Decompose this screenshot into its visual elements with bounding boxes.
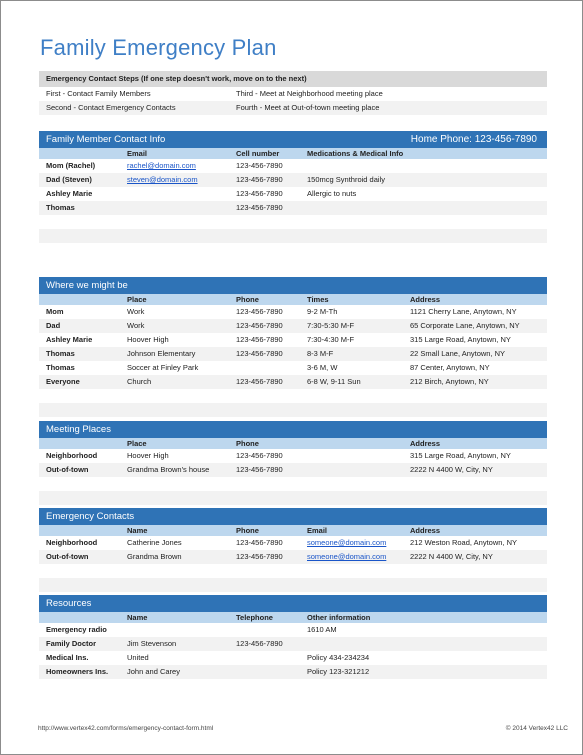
step-item: Third - Meet at Neighborhood meeting place: [236, 89, 383, 98]
meeting-rows: [39, 449, 547, 505]
table-cell: 7:30-5:30 M-F: [307, 321, 355, 330]
table-cell: 123-456-7890: [236, 639, 283, 648]
table-cell: Grandma Brown: [127, 552, 182, 561]
table-cell: 6-8 W, 9-11 Sun: [307, 377, 361, 386]
table-row: [39, 651, 547, 665]
row-label: Mom: [46, 307, 64, 316]
table-row: [39, 201, 547, 215]
column-header: Address: [410, 295, 441, 304]
section-title: [39, 421, 547, 438]
table-row: [39, 347, 547, 361]
table-cell: Policy 123-321212: [307, 667, 370, 676]
table-cell: Policy 434-234234: [307, 653, 370, 662]
column-headers: [39, 148, 547, 159]
table-cell: Grandma Brown's house: [127, 465, 210, 474]
table-cell: 123-456-7890: [236, 175, 283, 184]
table-cell: 3-6 M, W: [307, 363, 338, 372]
column-headers: [39, 294, 547, 305]
row-label: Mom (Rachel): [46, 161, 96, 170]
table-row: [39, 536, 547, 550]
row-label: Out-of-town: [46, 465, 89, 474]
row-label: Medical Ins.: [46, 653, 89, 662]
column-header: Phone: [236, 526, 259, 535]
table-cell: Johnson Elementary: [127, 349, 196, 358]
table-row: [39, 463, 547, 477]
page-title: Family Emergency Plan: [40, 35, 277, 60]
table-row: [39, 187, 547, 201]
table-row: [39, 305, 547, 319]
table-cell: 8-3 M-F: [307, 349, 334, 358]
row-label: Dad: [46, 321, 61, 330]
emergency-rows: [39, 536, 547, 592]
row-label: Homeowners Ins.: [46, 667, 109, 676]
resources-section: [39, 595, 547, 693]
table-row: [39, 403, 547, 417]
column-header: Medications & Medical Info: [307, 149, 404, 158]
row-label: Neighborhood: [46, 538, 98, 547]
step-item: First - Contact Family Members: [46, 89, 151, 98]
column-header: Cell number: [236, 149, 280, 158]
column-headers: [39, 525, 547, 536]
section-title-text: Meeting Places: [46, 424, 111, 435]
table-cell: 123-456-7890: [236, 538, 283, 547]
table-cell: 123-456-7890: [236, 451, 283, 460]
table-cell: 2222 N 4400 W, City, NY: [410, 552, 493, 561]
table-cell: 123-456-7890: [236, 552, 283, 561]
email-link[interactable]: steven@domain.com: [127, 175, 198, 184]
table-row: [39, 173, 547, 187]
family-rows: [39, 159, 547, 257]
row-label: Ashley Marie: [46, 189, 93, 198]
table-cell: 9-2 M-Th: [307, 307, 338, 316]
table-row: [39, 623, 547, 637]
table-cell: 1121 Cherry Lane, Anytown, NY: [410, 307, 517, 316]
table-cell: 1610 AM: [307, 625, 337, 634]
table-cell: 150mcg Synthroid daily: [307, 175, 385, 184]
table-cell: Church: [127, 377, 152, 386]
family-section: [39, 131, 547, 257]
row-label: Thomas: [46, 349, 75, 358]
column-header: Email: [307, 526, 328, 535]
table-cell: John and Carey: [127, 667, 180, 676]
column-header: Name: [127, 526, 148, 535]
table-cell: 123-456-7890: [236, 189, 283, 198]
table-cell: 123-456-7890: [236, 349, 283, 358]
row-label: Dad (Steven): [46, 175, 92, 184]
section-title: [39, 595, 547, 612]
table-cell: United: [127, 653, 149, 662]
table-row: [39, 477, 547, 491]
table-row: [39, 229, 547, 243]
table-cell: Allergic to nuts: [307, 189, 357, 198]
step-item: Second - Contact Emergency Contacts: [46, 103, 176, 112]
section-title-text: Where we might be: [46, 280, 128, 291]
step-item: Fourth - Meet at Out-of-town meeting place: [236, 103, 380, 112]
table-row: [39, 637, 547, 651]
table-row: [39, 243, 547, 257]
column-header: Email: [127, 149, 148, 158]
emergency-steps: [39, 71, 547, 115]
table-cell: Work: [127, 307, 145, 316]
table-cell: Hoover High: [127, 451, 169, 460]
table-cell: Jim Stevenson: [127, 639, 177, 648]
table-cell: 2222 N 4400 W, City, NY: [410, 465, 493, 474]
section-title-text: Resources: [46, 598, 92, 609]
section-title: [39, 131, 547, 148]
section-title-text: Family Member Contact Info: [46, 134, 166, 145]
row-label: Thomas: [46, 363, 75, 372]
row-label: Neighborhood: [46, 451, 98, 460]
section-title: [39, 277, 547, 294]
column-header: Address: [410, 439, 441, 448]
steps-heading: Emergency Contact Steps (If one step doesn't work, move on to the next): [39, 71, 547, 87]
column-header: Name: [127, 613, 148, 622]
column-header: Phone: [236, 439, 259, 448]
table-row: [39, 215, 547, 229]
table-cell: 7:30-4:30 M-F: [307, 335, 355, 344]
where-section: [39, 277, 547, 417]
table-row: [39, 564, 547, 578]
column-headers: [39, 612, 547, 623]
table-cell: Hoover High: [127, 335, 169, 344]
column-header: Other information: [307, 613, 371, 622]
email-link[interactable]: someone@domain.com: [307, 552, 387, 561]
table-cell: 212 Weston Road, Anytown, NY: [410, 538, 518, 547]
row-label: Out-of-town: [46, 552, 89, 561]
table-row: [39, 361, 547, 375]
table-cell: Soccer at Finley Park: [127, 363, 199, 372]
table-cell: 315 Large Road, Anytown, NY: [410, 335, 511, 344]
table-cell: 123-456-7890: [236, 321, 283, 330]
table-cell: 123-456-7890: [236, 203, 283, 212]
table-row: [39, 550, 547, 564]
row-label: Thomas: [46, 203, 75, 212]
row-label: Family Doctor: [46, 639, 97, 648]
steps-row: [39, 87, 547, 101]
table-row: [39, 389, 547, 403]
row-label: Ashley Marie: [46, 335, 93, 344]
email-link[interactable]: someone@domain.com: [307, 538, 387, 547]
where-rows: [39, 305, 547, 417]
column-header: Phone: [236, 295, 259, 304]
table-cell: 87 Center, Anytown, NY: [410, 363, 490, 372]
table-cell: 123-456-7890: [236, 335, 283, 344]
footer-url[interactable]: http://www.vertex42.com/forms/emergency-contact-form.html: [38, 725, 214, 732]
footer-copyright: © 2014 Vertex42 LLC: [505, 725, 568, 732]
table-cell: Catherine Jones: [127, 538, 182, 547]
column-header: Place: [127, 439, 147, 448]
row-label: Everyone: [46, 377, 80, 386]
column-header: Telephone: [236, 613, 273, 622]
table-cell: 65 Corporate Lane, Anytown, NY: [410, 321, 520, 330]
table-row: [39, 375, 547, 389]
table-cell: 123-456-7890: [236, 161, 283, 170]
table-row: [39, 665, 547, 679]
section-title-text: Emergency Contacts: [46, 511, 135, 522]
emergency-section: [39, 508, 547, 592]
resources-rows: [39, 623, 547, 693]
table-row: [39, 333, 547, 347]
table-row: [39, 159, 547, 173]
table-cell: Work: [127, 321, 145, 330]
table-cell: 123-456-7890: [236, 307, 283, 316]
column-header: Address: [410, 526, 441, 535]
home-phone: Home Phone: 123-456-7890: [410, 134, 537, 145]
table-cell: 22 Small Lane, Anytown, NY: [410, 349, 506, 358]
column-header: Times: [307, 295, 329, 304]
column-header: Place: [127, 295, 147, 304]
row-label: Emergency radio: [46, 625, 107, 634]
table-row: [39, 679, 547, 693]
meeting-section: [39, 421, 547, 505]
table-row: [39, 578, 547, 592]
table-row: [39, 491, 547, 505]
table-row: [39, 449, 547, 463]
steps-row: [39, 101, 547, 115]
table-cell: 212 Birch, Anytown, NY: [410, 377, 489, 386]
email-link[interactable]: rachel@domain.com: [127, 161, 196, 170]
table-row: [39, 319, 547, 333]
column-headers: [39, 438, 547, 449]
section-title: [39, 508, 547, 525]
table-cell: 123-456-7890: [236, 377, 283, 386]
table-cell: 315 Large Road, Anytown, NY: [410, 451, 511, 460]
table-cell: 123-456-7890: [236, 465, 283, 474]
